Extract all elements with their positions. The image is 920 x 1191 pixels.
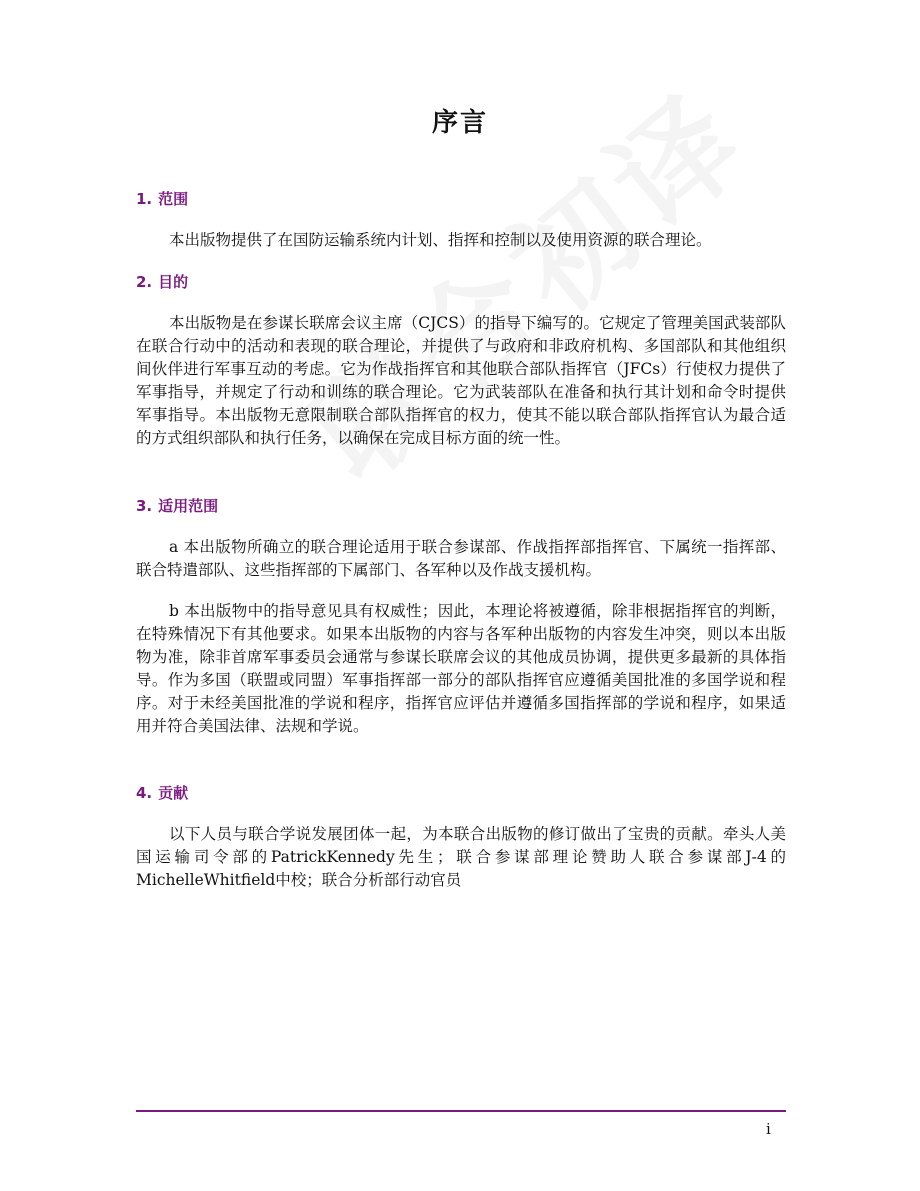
section-title: 适用范围 <box>158 497 219 515</box>
paragraph: 本出版物提供了在国防运输系统内计划、指挥和控制以及使用资源的联合理论。 <box>169 231 712 249</box>
section-heading-scope <box>136 188 188 209</box>
paragraph: 以下人员与联合学说发展团体一起，为本联合出版物的修订做出了宝贵的贡献。牵头人美国运输司令部的PatrickKennedy先生；联合参谋部理论赞助人联合参谋部J-4的MichelleWhitfield中校；联合分析部行动官员 <box>136 825 786 889</box>
section-number: 1. <box>136 190 153 208</box>
section-heading-contribution <box>136 782 188 803</box>
paragraph: b 本出版物中的指导意见具有权威性；因此，本理论将被遵循，除非根据指挥官的判断，在特殊情况下有其他要求。如果本出版物的内容与各军种出版物的内容发生冲突，则以本出版物为准，除非首席军事委员会通常与参谋长联席会议的其他成员协调，提供更多最新的具体指导。作为多国（联盟或同盟）军事指挥部一部分的部队指挥官应遵循美国批准的多国学说和程序。对于未经美国批准的学说和程序，指挥官应评估并遵循多国指挥部的学说和程序，如果适用并符合美国法律、法规和学说。 <box>136 602 786 735</box>
page-number: i <box>766 1120 771 1138</box>
section-heading-purpose <box>136 271 188 292</box>
section-title: 目的 <box>158 273 189 291</box>
section-title: 贡献 <box>158 784 189 802</box>
paragraph: a 本出版物所确立的联合理论适用于联合参谋部、作战指挥部指挥官、下属统一指挥部、联合特遣部队、这些指挥部的下属部门、各军种以及作战支援机构。 <box>136 538 786 579</box>
paragraph: 本出版物是在参谋长联席会议主席（CJCS）的指导下编写的。它规定了管理美国武装部队在联合行动中的活动和表现的联合理论，并提供了与政府和非政府机构、多国部队和其他组织间伙伴进行军事互动的考虑。它为作战指挥官和其他联合部队指挥官（JFCs）行使权力提供了军事指导，并规定了行动和训练的联合理论。它为武装部队在准备和执行其计划和命令时提供军事指导。本出版物无意限制联合部队指挥官的权力，使其不能以联合部队指挥官认为最合适的方式组织部队和执行任务，以确保在完成目标方面的统一性。 <box>136 314 786 447</box>
footer-divider <box>136 1110 786 1112</box>
section-number: 4. <box>136 784 153 802</box>
page-title: 序言 <box>431 108 488 138</box>
section-number: 3. <box>136 497 153 515</box>
section-heading-applicability <box>136 495 218 516</box>
section-number: 2. <box>136 273 153 291</box>
section-title: 范围 <box>158 190 189 208</box>
